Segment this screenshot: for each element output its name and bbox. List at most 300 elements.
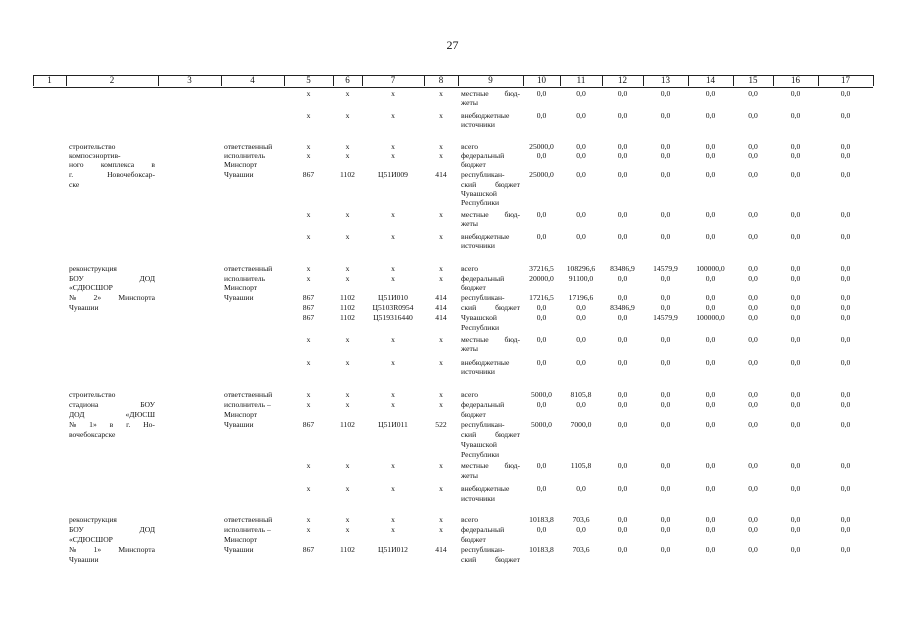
table-cell: 0,0 [536,484,547,493]
table-cell: 703,6 [572,515,590,524]
table-cell: 0,0 [617,232,628,241]
table-cell: Чувашии [69,303,99,312]
cell-word: ного [69,160,84,169]
table-cell: 1102 [340,170,355,179]
table-cell: 0,0 [617,142,628,151]
table-cell [69,411,155,420]
table-cell: 0,0 [748,170,758,179]
table-cell: 17216,5 [529,293,554,302]
table-cell: жеты [461,471,478,480]
table-cell: 1102 [340,303,355,312]
table-cell: 414 [435,170,447,179]
table-cell: 108296,6 [566,264,596,273]
table-cell: 414 [435,293,447,302]
table-cell: 0,0 [617,400,628,409]
table-cell: x [306,400,311,409]
page-number: 27 [446,38,459,52]
table-cell: 0,0 [660,400,671,409]
table-cell: 0,0 [748,525,758,534]
cell-word: ДОД [69,410,85,419]
header-divider [602,75,603,86]
table-cell: «СДЮСШОР [69,535,113,544]
table-cell: 0,0 [840,89,851,98]
cell-word: бюджет [495,430,520,439]
table-cell: федеральный [461,400,505,409]
table-cell: исполнитель – [224,525,271,534]
table-cell: 0,0 [840,303,851,312]
table-cell: x [439,232,443,241]
table-cell: 0,0 [840,232,851,241]
table-cell: 0,0 [705,303,716,312]
table-cell: 0,0 [536,335,547,344]
header-divider [424,75,425,86]
table-cell: 0,0 [660,484,671,493]
table-cell [461,431,520,440]
cell-word: Новочебоксар- [107,170,155,179]
table-cell: 0,0 [790,303,801,312]
table-cell [69,171,155,180]
header-divider [643,75,644,86]
table-cell: 0,0 [617,515,628,524]
table-cell: внебюджетные [461,232,510,241]
table-cell: 0,0 [660,111,671,120]
table-cell: 0,0 [840,264,851,273]
table-cell: 0,0 [705,151,716,160]
table-cell: 0,0 [536,525,547,534]
table-cell: источники [461,241,495,250]
table-cell: 0,0 [840,293,851,302]
table-cell: x [306,515,311,524]
cell-word: местные [461,210,489,219]
table-cell: 0,0 [660,274,671,283]
table-cell: x [345,515,350,524]
table-cell: 0,0 [617,89,628,98]
table-cell: 0,0 [748,142,758,151]
table-cell: Чувашии [69,555,99,564]
table-cell: 0,0 [748,303,758,312]
cell-word: Минспорта [118,545,155,554]
table-cell: 25000,0 [529,142,554,151]
table-cell: 0,0 [748,515,758,524]
table-cell: всего [461,515,479,524]
table-cell: 25000,0 [529,170,554,179]
table-cell: 0,0 [576,335,586,344]
table-cell: 14579,9 [653,264,678,273]
cell-word: 1» [89,420,97,429]
cell-word: ДОД [139,525,155,534]
table-cell: 0,0 [790,390,801,399]
table-cell: 8105,8 [570,390,592,399]
header-cell: 5 [306,75,311,85]
table-cell: 0,0 [576,232,586,241]
table-cell: x [391,111,395,120]
cell-word: № [69,420,77,429]
header-divider [458,75,459,86]
table-cell: исполнитель – [224,400,271,409]
table-cell: x [345,274,350,283]
table-cell: Республики [461,450,500,459]
table-cell: ответственный [224,515,273,524]
table-cell: x [439,264,443,273]
table-cell: 0,0 [790,210,801,219]
table-cell: x [439,461,443,470]
table-cell: 0,0 [748,210,758,219]
table-cell: 867 [302,545,315,554]
header-divider [33,75,34,86]
table-cell: всего [461,264,479,273]
table-cell: x [391,89,395,98]
cell-word: БОУ [69,274,84,283]
table-cell: 0,0 [617,313,628,322]
table-cell: 0,0 [748,335,758,344]
table-cell: x [345,461,350,470]
table-cell: исполнитель [224,151,266,160]
table-cell: 0,0 [576,358,586,367]
cell-word: ский [461,303,477,312]
table-cell: x [345,358,350,367]
table-cell: x [306,461,311,470]
table-cell: внебюджетные [461,358,510,367]
table-cell: Республики [461,323,500,332]
table-cell: компосэнортив- [69,151,121,160]
header-divider [158,75,159,86]
cell-word: 1» [93,545,102,554]
table-cell: 0,0 [748,461,758,470]
table-cell: 0,0 [840,142,851,151]
header-cell: 7 [390,75,396,85]
table-cell: 0,0 [840,313,851,322]
table-cell: x [306,111,311,120]
table-cell [69,161,155,170]
table-cell: 0,0 [790,525,801,534]
table-cell: 83486,9 [610,303,635,312]
table-cell: 0,0 [705,545,716,554]
table-cell: 0,0 [705,515,716,524]
header-cell: 2 [109,75,115,85]
table-cell: Минспорт [224,410,258,419]
table-cell: бюджет [461,160,486,169]
table-cell: x [306,390,311,399]
table-cell: 10183,8 [529,515,554,524]
table-cell: 0,0 [790,151,801,160]
table-cell: 0,0 [617,170,628,179]
table-cell: x [306,142,311,151]
table-cell: 0,0 [790,420,801,429]
table-cell: 0,0 [536,232,547,241]
table-cell: x [345,89,350,98]
table-cell: 0,0 [660,335,671,344]
table-cell: x [391,525,395,534]
table-cell: 0,0 [536,151,547,160]
table-cell: бюджет [461,535,486,544]
table-cell: 414 [435,303,447,312]
table-cell: 1102 [340,545,355,554]
table-cell: 0,0 [790,89,801,98]
table-cell: Ц519316440 [373,313,413,322]
header-cell: 4 [250,75,255,85]
table-cell: x [439,142,443,151]
table-cell: 5000,0 [531,420,552,429]
table-cell: 867 [302,303,315,312]
table-cell: Чувашской [461,189,497,198]
table-cell: республикан- [461,545,505,554]
table-cell: 0,0 [536,210,547,219]
table-cell: 0,0 [790,111,801,120]
table-cell: исполнитель [224,274,266,283]
table-cell: x [306,274,311,283]
table-cell: 0,0 [660,515,671,524]
table-cell: 0,0 [748,420,758,429]
table-cell [461,462,520,471]
table-cell: 0,0 [748,274,758,283]
table-cell: всего [461,142,479,151]
table-cell: 0,0 [840,390,851,399]
table-cell: x [391,151,395,160]
table-cell: 0,0 [705,89,716,98]
table-cell: 0,0 [576,303,586,312]
table-cell: Чувашской [461,313,497,322]
table-cell: x [306,210,311,219]
header-divider [362,75,363,86]
cell-word: «ДЮСШ [125,410,155,419]
table-cell: 0,0 [660,142,671,151]
table-cell: 0,0 [617,151,628,160]
table-cell: x [439,525,443,534]
table-cell: Чувашии [224,420,254,429]
table-cell: x [306,264,311,273]
cell-word: ский [461,555,477,564]
table-cell: Ц51И009 [378,170,408,179]
table-cell: федеральный [461,525,505,534]
table-cell: x [345,335,350,344]
table-cell: x [306,89,311,98]
table-cell: 0,0 [748,89,758,98]
cell-word: бюд- [504,335,520,344]
table-cell: 414 [435,545,447,554]
table-cell: 0,0 [536,400,547,409]
table-cell: x [391,515,395,524]
table-cell: x [391,390,395,399]
table-cell: 0,0 [660,89,671,98]
table-cell: x [439,335,443,344]
cell-word: местные [461,89,489,98]
table-cell: 0,0 [705,525,716,534]
table-cell: x [306,335,311,344]
header-divider [523,75,524,86]
table-cell: 414 [435,313,447,322]
table-cell: x [391,358,395,367]
table-cell: всего [461,390,479,399]
table-cell: x [439,151,443,160]
table-cell: 0,0 [840,400,851,409]
cell-word: бюд- [504,89,520,98]
table-cell: 0,0 [840,335,851,344]
table-cell: 20000,0 [529,274,554,283]
table-cell: 0,0 [748,400,758,409]
table-cell: 0,0 [840,545,851,554]
header-divider [284,75,285,86]
table-cell: 0,0 [576,525,586,534]
table-cell: 0,0 [576,170,586,179]
cell-word: ДОД [139,274,155,283]
table-cell: 0,0 [617,525,628,534]
table-cell: 0,0 [617,335,628,344]
table-cell [461,556,520,565]
table-cell: 0,0 [748,111,758,120]
table-cell: 100000,0 [696,313,725,322]
cell-word: комплекса [100,160,135,169]
table-cell: 0,0 [840,274,851,283]
cell-word: местные [461,461,489,470]
table-cell: 0,0 [576,400,586,409]
cell-word: в [151,160,155,169]
table-cell: 0,0 [576,151,586,160]
table-cell: 0,0 [840,461,851,470]
cell-word: ский [461,180,477,189]
table-cell: 0,0 [748,484,758,493]
cell-word: г. [126,420,131,429]
table-cell: 0,0 [748,264,758,273]
header-divider [333,75,334,86]
header-divider [773,75,774,86]
header-divider [818,75,819,86]
table-cell: 0,0 [617,545,628,554]
header-cell: 17 [841,75,850,85]
table-cell: 0,0 [705,170,716,179]
table-cell: республикан- [461,420,505,429]
table-cell: реконструкция [69,264,117,273]
table-cell: 0,0 [790,545,801,554]
table-cell: 0,0 [790,264,801,273]
table-cell: 0,0 [705,390,716,399]
table-cell: 1102 [340,293,355,302]
cell-word: БОУ [69,525,84,534]
table-cell: 0,0 [660,210,671,219]
table-cell: x [345,142,350,151]
table-cell: x [391,484,395,493]
table-cell: 0,0 [705,274,716,283]
cell-word: бюд- [504,461,520,470]
table-cell: 0,0 [617,390,628,399]
table-cell: 0,0 [748,232,758,241]
table-cell: 0,0 [790,335,801,344]
table-cell: Минспорт [224,283,258,292]
table-cell: 0,0 [840,151,851,160]
table-cell: x [439,274,443,283]
table-cell: ответственный [224,142,273,151]
table-cell: 0,0 [790,232,801,241]
table-cell: x [345,390,350,399]
table-cell: Минспорт [224,160,258,169]
table-cell: Ц51И012 [378,545,408,554]
table-cell: x [306,358,311,367]
table-cell: x [391,142,395,151]
cell-word: № [69,293,77,302]
table-cell: x [439,210,443,219]
table-cell: x [306,484,311,493]
table-cell: 37216,5 [529,264,554,273]
table-cell: федеральный [461,151,505,160]
table-cell: 0,0 [705,484,716,493]
table-cell: 0,0 [840,111,851,120]
table-cell: 0,0 [705,335,716,344]
cell-word: БОУ [140,400,155,409]
table-cell: x [306,232,311,241]
table-cell: 0,0 [790,400,801,409]
table-cell: Республики [461,198,500,207]
table-cell: 867 [302,170,315,179]
table-cell: 0,0 [576,111,586,120]
table-cell: 0,0 [660,390,671,399]
cell-word: Но- [143,420,155,429]
table-cell: внебюджетные [461,484,510,493]
table-cell: 0,0 [576,210,586,219]
table-cell [461,304,520,313]
table-cell: «СДЮСШОР [69,283,113,292]
header-divider [66,75,67,86]
table-cell: Ц5103R0954 [372,303,414,312]
table-cell: ске [69,180,80,189]
table-cell: 0,0 [790,293,801,302]
table-cell: 0,0 [660,358,671,367]
table-cell: Ц51И010 [378,293,408,302]
table-cell: 0,0 [748,313,758,322]
table-cell: 14579,9 [653,313,678,322]
table-cell: 0,0 [617,210,628,219]
table-cell: 0,0 [840,170,851,179]
cell-word: 2» [93,293,102,302]
table-cell: x [345,210,350,219]
table-cell: 5000,0 [531,390,552,399]
table-cell: 0,0 [705,111,716,120]
table-cell: 1105,8 [570,461,592,470]
table-cell: x [345,264,350,273]
table-cell: x [345,484,350,493]
table-cell: 0,0 [748,293,758,302]
table-cell: 0,0 [748,545,758,554]
table-cell: 0,0 [790,358,801,367]
table-cell: x [345,151,350,160]
table-cell: 0,0 [660,293,671,302]
table-cell: 1102 [340,313,355,322]
table-cell: x [439,400,443,409]
table-cell: 0,0 [617,111,628,120]
cell-word: бюджет [495,180,520,189]
table-cell: x [391,274,395,283]
table-cell: 0,0 [748,358,758,367]
table-cell: 0,0 [790,515,801,524]
table-cell [69,526,155,535]
table-cell: 0,0 [790,274,801,283]
table-cell: 0,0 [790,313,801,322]
table-cell: 0,0 [705,420,716,429]
table-cell [69,421,155,430]
table-cell: 0,0 [705,142,716,151]
table-cell: 703,6 [572,545,590,554]
table-cell: внебюджетные [461,111,510,120]
table-cell: 0,0 [660,461,671,470]
table-cell: 0,0 [748,151,758,160]
header-cell: 14 [706,75,715,85]
table-cell: Чувашской [461,440,497,449]
table-cell: 10183,8 [529,545,554,554]
header-divider [560,75,561,86]
table-cell: 0,0 [840,515,851,524]
table-cell: источники [461,494,495,503]
table-cell: 0,0 [617,274,628,283]
table-cell: 0,0 [536,303,547,312]
table-cell: 0,0 [617,358,628,367]
